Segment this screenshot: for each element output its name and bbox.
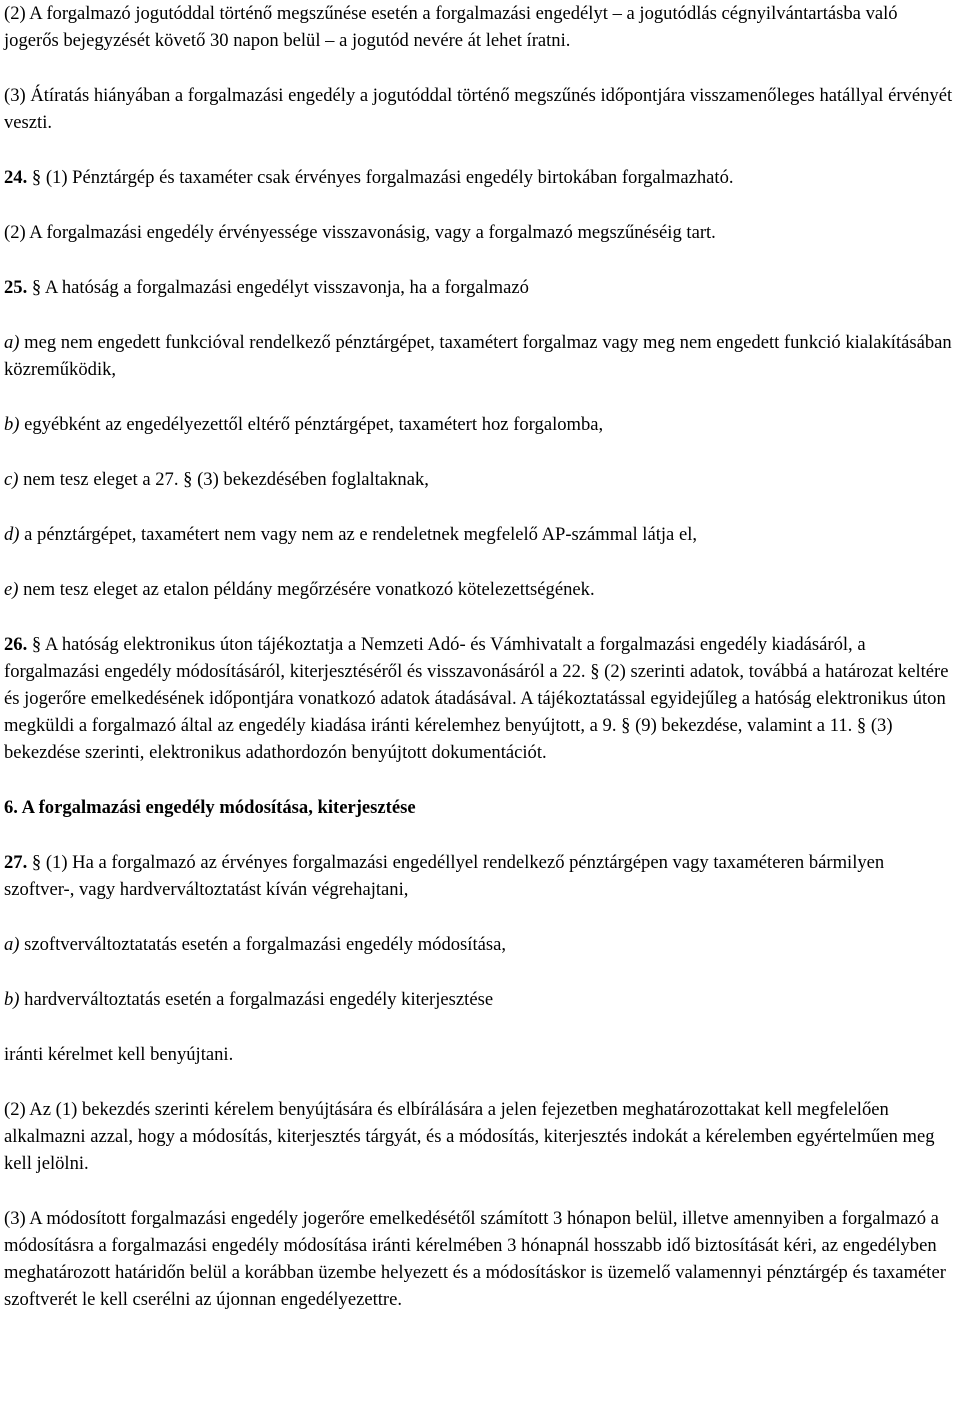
item-25-d <box>4 521 956 548</box>
section-text: § A hatóság a forgalmazási engedélyt visszavonja, ha a forgalmazó <box>27 277 529 298</box>
item-27-b <box>4 986 956 1013</box>
section-26 <box>4 631 956 766</box>
item-text: a pénztárgépet, taxamétert nem vagy nem az e rendeletnek megfelelő AP-számmal látja el, <box>19 524 698 545</box>
item-label: b) <box>4 414 20 435</box>
item-25-c <box>4 466 956 493</box>
item-text: meg nem engedett funkcióval rendelkező pénztárgépet, taxamétert forgalmaz vagy meg nem engedett funkció kialakításában közreműködik, <box>4 332 952 380</box>
item-text: nem tesz eleget a 27. § (3) bekezdésében foglaltaknak, <box>18 469 429 490</box>
section-25 <box>4 274 956 301</box>
item-25-a <box>4 329 956 383</box>
item-label: d) <box>4 524 20 545</box>
paragraph-27-2: (2) Az (1) bekezdés szerinti kérelem benyújtására és elbírálására a jelen fejezetben meghatározottakat kell megfelelően alkalmazni azzal, hogy a módosítás, kiterjesztés tárgyát, és a módosítás, kiterjesztés indokát a kérelemben egyértelműen meg kell jelölni. <box>4 1099 935 1174</box>
section-text: § A hatóság elektronikus úton tájékoztatja a Nemzeti Adó- és Vámhivatalt a forgalmazási engedély kiadásáról, a forgalmazási engedély módosításáról, kiterjesztéséről és visszavonásáról a 22. § (2) szerinti adatok, továbbá a határozat keltére és jogerőre emelkedésének időpontjára vonatkozó adatok átadásával. A tájékoztatással egyidejűleg a hatóság elektronikus úton megküldi a forgalmazó által az engedély kiadása iránti kérelemhez benyújtott, a 9. § (9) bekezdése, valamint a 11. § (3) bekezdése szerinti, elektronikus adathordozón benyújtott dokumentációt. <box>4 634 949 763</box>
item-text: szoftverváltoztatatás esetén a forgalmazási engedély módosítása, <box>19 934 507 955</box>
item-text: nem tesz eleget az etalon példány megőrzésére vonatkozó kötelezettségének. <box>18 579 595 600</box>
item-25-e <box>4 576 956 603</box>
paragraph-24-2: (2) A forgalmazási engedély érvényessége visszavonásig, vagy a forgalmazó megszűnéséig tart. <box>4 222 716 243</box>
chapter-heading-6: 6. A forgalmazási engedély módosítása, kiterjesztése <box>4 797 416 818</box>
paragraph-27-3: (3) A módosított forgalmazási engedély jogerőre emelkedésétől számított 3 hónapon belül, illetve amennyiben a forgalmazó a módosításra a forgalmazási engedély módosítása iránti kérelmében 3 hónapnál hosszabb idő biztosítását kéri, az engedélyben meghatározott határidőn belül a korábban üzembe helyezett és a módosításkor is üzemelő valamennyi pénztárgép és taxaméter szoftverét le kell cserélni az újonnan engedélyezettre. <box>4 1208 946 1310</box>
item-27-a <box>4 931 956 958</box>
section-number: 27. <box>4 852 28 873</box>
section-number: 25. <box>4 277 28 298</box>
item-label: c) <box>4 469 19 490</box>
item-label: e) <box>4 579 19 600</box>
section-text: § (1) Ha a forgalmazó az érvényes forgalmazási engedéllyel rendelkező pénztárgépen vagy taxaméteren bármilyen szoftver-, vagy hardverváltoztatást kíván végrehajtani, <box>4 852 885 900</box>
section-text: § (1) Pénztárgép és taxaméter csak érvényes forgalmazási engedély birtokában forgalmazható. <box>27 167 734 188</box>
item-text: hardverváltoztatás esetén a forgalmazási engedély kiterjesztése <box>19 989 494 1010</box>
item-label: b) <box>4 989 20 1010</box>
paragraph-23-3: (3) Átíratás hiányában a forgalmazási engedély a jogutóddal történő megszűnés időpontjára visszamenőleges hatállyal érvényét veszti. <box>4 85 953 133</box>
section-27-tail: iránti kérelmet kell benyújtani. <box>4 1044 234 1065</box>
item-label: a) <box>4 934 20 955</box>
section-24-1 <box>4 164 956 191</box>
item-label: a) <box>4 332 20 353</box>
document-page <box>4 0 956 1341</box>
section-number: 24. <box>4 167 28 188</box>
item-25-b <box>4 411 956 438</box>
paragraph-23-2: (2) A forgalmazó jogutóddal történő megszűnése esetén a forgalmazási engedélyt – a jogutódlás cégnyilvántartásba való jogerős bejegyzését követő 30 napon belül – a jogutód nevére át lehet íratni. <box>4 3 898 51</box>
item-text: egyébként az engedélyezettől eltérő pénztárgépet, taxamétert hoz forgalomba, <box>19 414 604 435</box>
section-27-1 <box>4 849 956 903</box>
section-number: 26. <box>4 634 28 655</box>
